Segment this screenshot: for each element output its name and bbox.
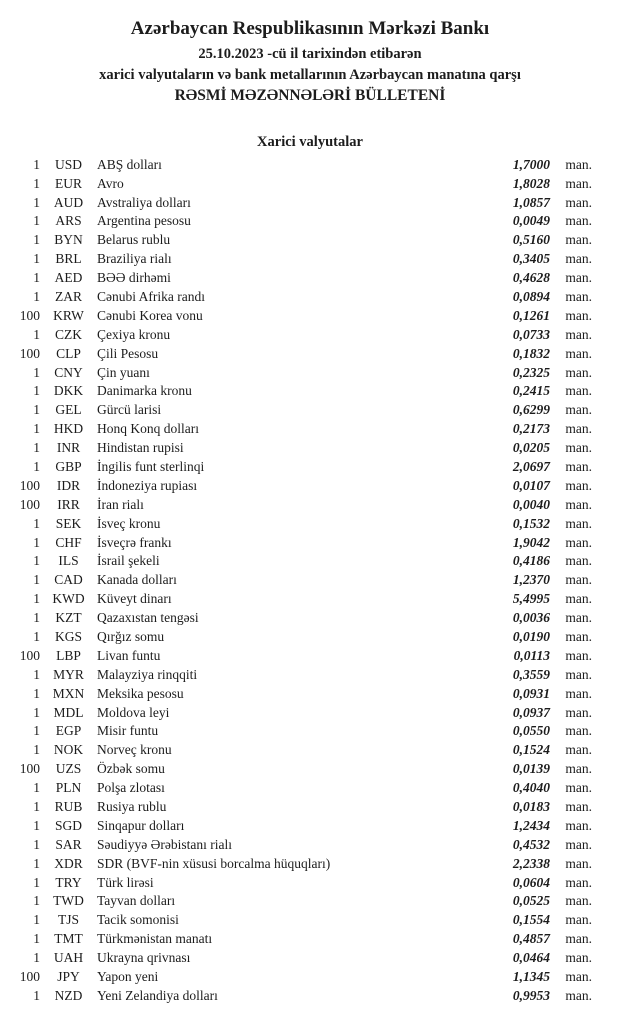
- rate-value: 0,0040: [512, 496, 550, 512]
- unit-label: man.: [565, 175, 592, 191]
- rate-qty: 1: [33, 685, 40, 701]
- rate-qty: 1: [33, 383, 40, 399]
- rate-row: [0, 949, 620, 968]
- rate-row: [0, 326, 620, 345]
- currency-name: Çexiya kronu: [97, 326, 171, 342]
- rate-value: 0,1532: [512, 515, 550, 531]
- unit-label: man.: [565, 232, 592, 248]
- unit-label: man.: [565, 251, 592, 267]
- rate-row: [0, 175, 620, 194]
- rate-qty: 1: [33, 836, 40, 852]
- unit-label: man.: [565, 477, 592, 493]
- rate-row: [0, 779, 620, 798]
- rate-row: [0, 307, 620, 326]
- currency-name: İsveç kronu: [97, 515, 161, 531]
- currency-code: MXN: [52, 685, 85, 701]
- currency-code: TMT: [54, 931, 83, 947]
- unit-label: man.: [565, 629, 592, 645]
- rate-qty: 1: [33, 950, 40, 966]
- rate-row: [0, 798, 620, 817]
- rate-value: 0,5160: [512, 232, 550, 248]
- currency-name: ABŞ dolları: [97, 156, 162, 172]
- unit-label: man.: [565, 440, 592, 456]
- rate-value: 1,0857: [512, 194, 550, 210]
- currency-code: INR: [56, 440, 81, 456]
- unit-label: man.: [565, 761, 592, 777]
- currency-code: USD: [54, 156, 82, 172]
- rate-qty: 100: [19, 496, 40, 512]
- rate-row: [0, 420, 620, 439]
- rate-value: 0,0931: [512, 685, 550, 701]
- unit-label: man.: [565, 345, 592, 361]
- currency-name: Hindistan rupisi: [97, 440, 184, 456]
- rate-qty: 1: [33, 515, 40, 531]
- currency-name: Danimarka kronu: [97, 383, 192, 399]
- rate-qty: 1: [33, 893, 40, 909]
- rate-row: [0, 892, 620, 911]
- rate-qty: 1: [33, 175, 40, 191]
- rate-row: [0, 364, 620, 383]
- rate-value: 0,3405: [512, 251, 550, 267]
- currency-code: KZT: [55, 610, 82, 626]
- currency-name: Tacik somonisi: [97, 912, 179, 928]
- unit-label: man.: [565, 553, 592, 569]
- rate-row: [0, 628, 620, 647]
- currency-name: Ukrayna qrivnası: [97, 950, 191, 966]
- rate-value: 2,0697: [512, 459, 550, 474]
- unit-label: man.: [565, 912, 592, 928]
- rate-row: [0, 571, 620, 590]
- rate-row: [0, 930, 620, 949]
- currency-name: Cənubi Afrika randı: [97, 288, 205, 304]
- currency-code: DKK: [53, 383, 84, 399]
- rate-row: [0, 685, 620, 704]
- currency-name: Sinqapur dolları: [97, 817, 185, 833]
- effective-date-line: 25.10.2023 -cü il tarixindən etibarən: [198, 45, 422, 62]
- rate-qty: 100: [19, 647, 40, 663]
- rate-value: 1,9042: [512, 534, 550, 550]
- currency-name: Türkmənistan manatı: [97, 931, 213, 947]
- unit-label: man.: [565, 288, 592, 304]
- rate-value: 0,0036: [512, 610, 550, 626]
- rate-qty: 1: [33, 723, 40, 739]
- unit-label: man.: [565, 326, 592, 342]
- rate-value: 0,0107: [512, 477, 550, 493]
- unit-label: man.: [565, 459, 592, 474]
- currency-name: Küveyt dinarı: [97, 591, 172, 607]
- rate-row: [0, 477, 620, 496]
- rate-qty: 1: [33, 912, 40, 928]
- rate-value: 0,2173: [512, 421, 550, 437]
- rate-value: 5,4995: [512, 591, 550, 607]
- currency-code: AUD: [53, 194, 84, 210]
- currency-name: BƏƏ dirhəmi: [97, 270, 171, 286]
- unit-label: man.: [565, 610, 592, 626]
- currency-name: Səudiyyə Ərəbistanı rialı: [97, 836, 232, 852]
- currency-name: İngilis funt sterlinqi: [97, 459, 205, 474]
- rate-qty: 1: [33, 780, 40, 796]
- rate-value: 0,0049: [512, 213, 550, 229]
- rate-qty: 1: [33, 874, 40, 890]
- currency-name: İran rialı: [97, 496, 144, 512]
- currency-code: MYR: [53, 666, 84, 682]
- unit-label: man.: [565, 893, 592, 909]
- rate-qty: 1: [33, 251, 40, 267]
- unit-label: man.: [565, 364, 592, 380]
- rate-row: [0, 231, 620, 250]
- rate-qty: 100: [19, 969, 40, 985]
- currency-code: IRR: [57, 496, 80, 512]
- unit-label: man.: [565, 383, 592, 399]
- currency-name: İndoneziya rupiası: [97, 477, 198, 493]
- currency-code: LBP: [56, 647, 81, 663]
- rate-qty: 1: [33, 421, 40, 437]
- rate-value: 0,6299: [512, 402, 550, 418]
- rate-qty: 1: [33, 931, 40, 947]
- rate-row: [0, 647, 620, 666]
- unit-label: man.: [565, 156, 592, 172]
- rate-value: 1,2434: [512, 817, 550, 833]
- rate-row: [0, 345, 620, 364]
- rate-row: [0, 458, 620, 477]
- unit-label: man.: [565, 307, 592, 323]
- rate-qty: 100: [19, 345, 40, 361]
- unit-label: man.: [565, 421, 592, 437]
- rate-row: [0, 722, 620, 741]
- rate-qty: 1: [33, 288, 40, 304]
- subject-line: xarici valyutaların və bank metallarının Azərbaycan manatına qarşı: [99, 66, 521, 83]
- rate-row: [0, 741, 620, 760]
- unit-label: man.: [565, 987, 592, 1003]
- rate-value: 0,3559: [512, 666, 550, 682]
- currency-name: Livan funtu: [97, 647, 161, 663]
- rate-value: 0,4186: [512, 553, 550, 569]
- currency-name: Meksika pesosu: [97, 685, 184, 701]
- rate-qty: 1: [33, 194, 40, 210]
- currency-code: TJS: [57, 912, 79, 928]
- currency-code: CNY: [54, 364, 83, 380]
- rate-value: 0,4532: [512, 836, 550, 852]
- currency-code: ZAR: [55, 288, 82, 304]
- rate-row: [0, 515, 620, 534]
- rate-value: 0,4628: [512, 270, 550, 286]
- currency-code: KWD: [52, 591, 85, 607]
- unit-label: man.: [565, 270, 592, 286]
- currency-code: RUB: [54, 799, 83, 815]
- currency-code: SAR: [55, 836, 82, 852]
- currency-code: UAH: [53, 950, 84, 966]
- rate-qty: 100: [19, 477, 40, 493]
- unit-label: man.: [565, 799, 592, 815]
- currency-name: Argentina pesosu: [97, 213, 191, 229]
- rate-qty: 1: [33, 817, 40, 833]
- rate-qty: 1: [33, 326, 40, 342]
- currency-code: ARS: [55, 213, 82, 229]
- rate-row: [0, 552, 620, 571]
- rate-row: [0, 382, 620, 401]
- rate-row: [0, 250, 620, 269]
- unit-label: man.: [565, 402, 592, 418]
- rate-value: 0,1261: [512, 307, 550, 323]
- currency-name: Yapon yeni: [97, 969, 159, 985]
- currency-name: Belarus rublu: [97, 232, 171, 248]
- unit-label: man.: [565, 817, 592, 833]
- unit-label: man.: [565, 931, 592, 947]
- rate-qty: 1: [33, 629, 40, 645]
- currency-name: Cənubi Korea vonu: [97, 307, 203, 323]
- currency-code: UZS: [55, 761, 82, 777]
- document-header: [0, 17, 620, 105]
- unit-label: man.: [565, 666, 592, 682]
- unit-label: man.: [565, 591, 592, 607]
- rate-value: 0,0550: [512, 723, 550, 739]
- unit-label: man.: [565, 723, 592, 739]
- rate-value: 0,0733: [512, 326, 550, 342]
- currency-code: NZD: [54, 987, 83, 1003]
- rate-qty: 1: [33, 572, 40, 588]
- currency-code: TWD: [53, 893, 84, 909]
- rate-qty: 1: [33, 232, 40, 248]
- rate-value: 0,9953: [512, 987, 550, 1003]
- unit-label: man.: [565, 496, 592, 512]
- rate-value: 1,8028: [512, 175, 550, 191]
- rate-row: [0, 590, 620, 609]
- currency-name: Malayziya rinqqiti: [97, 666, 198, 682]
- rate-row: [0, 836, 620, 855]
- unit-label: man.: [565, 213, 592, 229]
- currency-code: PLN: [55, 780, 82, 796]
- rates-table-body: [0, 156, 620, 1006]
- currency-name: Moldova leyi: [97, 704, 170, 720]
- currency-code: IDR: [56, 477, 81, 493]
- currency-name: Yeni Zelandiya dolları: [97, 987, 218, 1003]
- rate-qty: 1: [33, 553, 40, 569]
- rate-row: [0, 401, 620, 420]
- rate-row: [0, 760, 620, 779]
- rate-row: [0, 269, 620, 288]
- rate-row: [0, 911, 620, 930]
- currency-code: BRL: [55, 251, 82, 267]
- rate-qty: 1: [33, 799, 40, 815]
- currency-code: MDL: [53, 704, 84, 720]
- unit-label: man.: [565, 874, 592, 890]
- rate-qty: 1: [33, 855, 40, 871]
- currency-code: KGS: [54, 629, 82, 645]
- currency-code: KRW: [53, 307, 84, 323]
- currency-name: Çili Pesosu: [97, 345, 159, 361]
- unit-label: man.: [565, 742, 592, 758]
- unit-label: man.: [565, 855, 592, 871]
- rate-value: 1,2370: [512, 572, 550, 588]
- rate-qty: 1: [33, 591, 40, 607]
- unit-label: man.: [565, 704, 592, 720]
- currency-name: Norveç kronu: [97, 742, 172, 758]
- rate-qty: 1: [33, 704, 40, 720]
- rate-qty: 1: [33, 402, 40, 418]
- currency-code: NOK: [53, 742, 84, 758]
- unit-label: man.: [565, 194, 592, 210]
- rate-qty: 1: [33, 364, 40, 380]
- unit-label: man.: [565, 685, 592, 701]
- rate-row: [0, 194, 620, 213]
- rate-value: 0,1524: [512, 742, 550, 758]
- unit-label: man.: [565, 950, 592, 966]
- rate-qty: 100: [19, 761, 40, 777]
- rate-row: [0, 156, 620, 175]
- currency-name: Gürcü larisi: [97, 402, 162, 418]
- rate-value: 1,1345: [512, 969, 550, 985]
- rate-value: 0,0190: [512, 629, 550, 645]
- bank-name-title: Azərbaycan Respublikasının Mərkəzi Bankı: [130, 18, 490, 39]
- currency-name: Misir funtu: [97, 723, 159, 739]
- currency-name: İsveçrə frankı: [97, 534, 172, 550]
- rate-row: [0, 704, 620, 723]
- rate-value: 0,0894: [512, 288, 550, 304]
- currency-code: SEK: [55, 515, 82, 531]
- unit-label: man.: [565, 969, 592, 985]
- currency-code: CHF: [55, 534, 82, 550]
- rate-value: 0,0464: [512, 950, 550, 966]
- currency-code: AED: [54, 270, 83, 286]
- rate-row: [0, 817, 620, 836]
- rate-row: [0, 439, 620, 458]
- currency-name: Honq Konq dolları: [97, 421, 199, 437]
- rate-value: 0,1832: [512, 345, 550, 361]
- rate-qty: 100: [19, 307, 40, 323]
- rate-qty: 1: [33, 610, 40, 626]
- bulletin-title: RƏSMİ MƏZƏNNƏLƏRİ BÜLLETENİ: [174, 86, 446, 104]
- rate-row: [0, 609, 620, 628]
- rate-value: 0,0113: [513, 647, 550, 663]
- rate-value: 0,0205: [512, 440, 550, 456]
- rate-value: 1,7000: [512, 156, 550, 172]
- rate-row: [0, 534, 620, 553]
- rate-row: [0, 288, 620, 307]
- rate-value: 0,0937: [512, 704, 550, 720]
- currency-name: SDR (BVF-nin xüsusi borcalma hüquqları): [97, 855, 331, 871]
- unit-label: man.: [565, 780, 592, 796]
- rate-qty: 1: [33, 742, 40, 758]
- rate-row: [0, 987, 620, 1006]
- currency-name: Çin yuanı: [97, 364, 150, 380]
- unit-label: man.: [565, 515, 592, 531]
- currency-code: CLP: [56, 345, 81, 361]
- rate-value: 0,0525: [512, 893, 550, 909]
- rate-value: 0,2415: [512, 383, 550, 399]
- currency-code: HKD: [53, 421, 84, 437]
- rate-row: [0, 666, 620, 685]
- currency-name: Tayvan dolları: [97, 893, 176, 909]
- rate-value: 0,0139: [512, 761, 550, 777]
- currency-code: CAD: [54, 572, 83, 588]
- currency-code: SGD: [54, 817, 82, 833]
- currency-code: EUR: [55, 175, 82, 191]
- currency-name: İsrail şekeli: [97, 553, 160, 569]
- currency-name: Polşa zlotası: [97, 780, 165, 796]
- currency-name: Kanada dolları: [97, 572, 177, 588]
- currency-name: Qırğız somu: [97, 629, 165, 645]
- currency-name: Braziliya rialı: [97, 251, 172, 267]
- currency-name: Özbək somu: [97, 761, 165, 777]
- rate-value: 0,4040: [512, 780, 550, 796]
- rate-value: 0,2325: [512, 364, 550, 380]
- currency-code: JPY: [57, 969, 80, 985]
- section-title-foreign-currencies: Xarici valyutalar: [257, 133, 363, 150]
- currency-code: EGP: [55, 723, 82, 739]
- rate-qty: 1: [33, 534, 40, 550]
- rate-qty: 1: [33, 459, 40, 474]
- currency-name: Rusiya rublu: [97, 799, 167, 815]
- unit-label: man.: [565, 647, 592, 663]
- currency-code: CZK: [55, 326, 82, 342]
- rate-row: [0, 496, 620, 515]
- rate-value: 0,0183: [512, 799, 550, 815]
- rate-qty: 1: [33, 213, 40, 229]
- unit-label: man.: [565, 836, 592, 852]
- rate-qty: 1: [33, 156, 40, 172]
- rate-value: 0,0604: [512, 874, 550, 890]
- currency-name: Qazaxıstan tengəsi: [97, 610, 199, 626]
- currency-code: TRY: [55, 874, 82, 890]
- rate-row: [0, 855, 620, 874]
- rate-row: [0, 212, 620, 231]
- currency-code: GBP: [55, 459, 82, 474]
- rate-value: 0,4857: [512, 931, 550, 947]
- currency-code: BYN: [54, 232, 83, 248]
- currency-code: GEL: [55, 402, 82, 418]
- currency-name: Avro: [97, 175, 124, 191]
- currency-code: ILS: [58, 553, 79, 569]
- rate-value: 0,1554: [512, 912, 550, 928]
- rate-qty: 1: [33, 666, 40, 682]
- currency-code: XDR: [54, 855, 83, 871]
- rate-row: [0, 874, 620, 893]
- unit-label: man.: [565, 534, 592, 550]
- currency-name: Türk lirəsi: [97, 874, 154, 890]
- rate-qty: 1: [33, 270, 40, 286]
- rate-row: [0, 968, 620, 987]
- rate-value: 2,2338: [512, 855, 550, 871]
- unit-label: man.: [565, 572, 592, 588]
- rate-qty: 1: [33, 987, 40, 1003]
- currency-name: Avstraliya dolları: [97, 194, 191, 210]
- rate-qty: 1: [33, 440, 40, 456]
